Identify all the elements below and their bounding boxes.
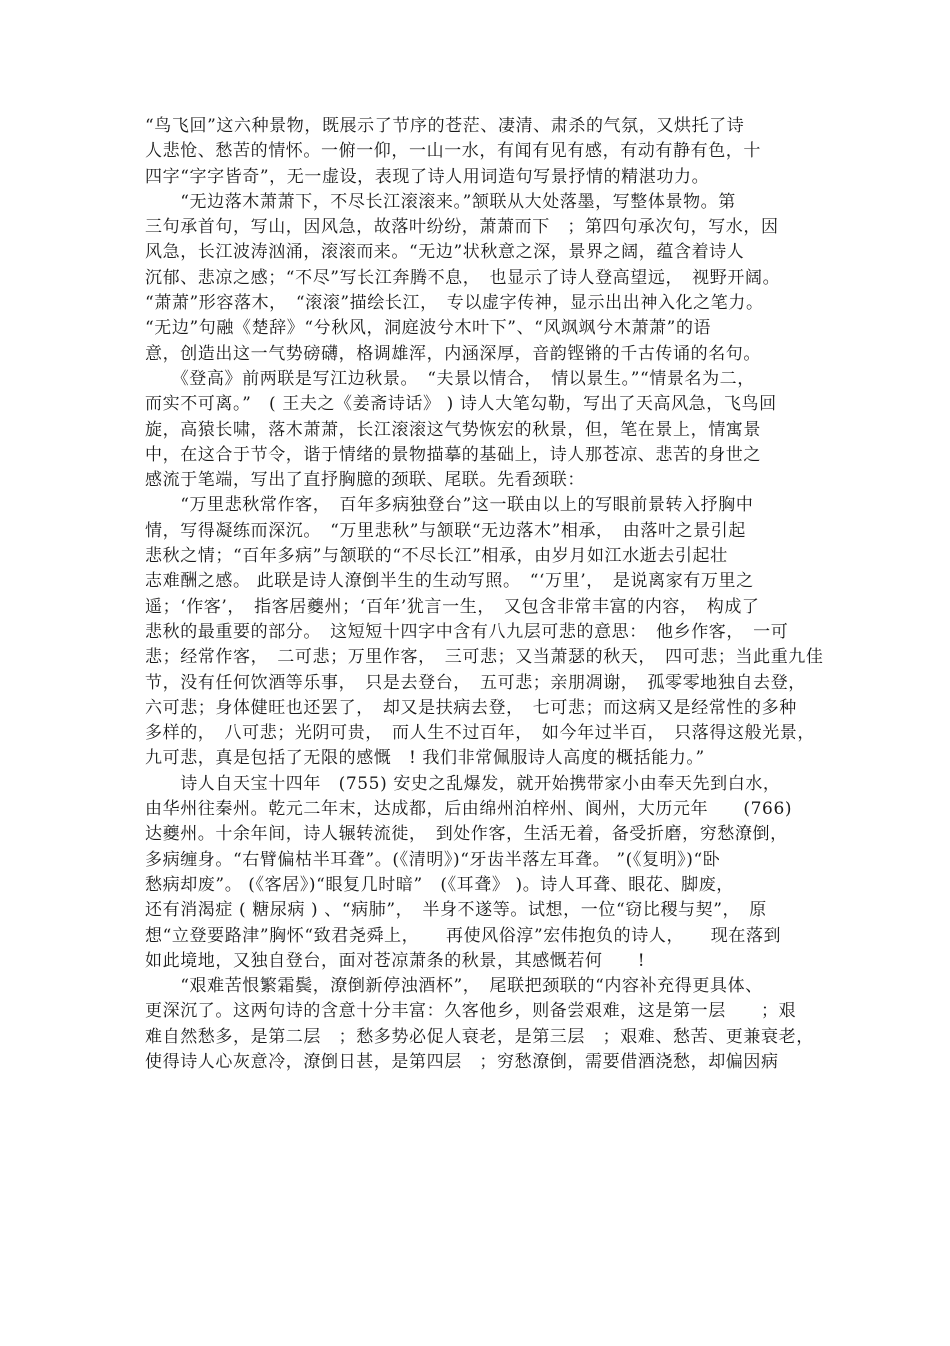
text-line: “无边落木萧萧下，不尽长江滚滚来。”颔联从大处落墨，写整体景物。第 <box>145 191 736 212</box>
text-line: 多样的， 八可悲；光阴可贵， 而人生不过百年， 如今年过半百， 只落得这般光景， <box>145 723 815 744</box>
text-line: 感流于笔端，写出了直抒胸臆的颈联、尾联。先看颈联： <box>145 470 585 491</box>
text-line: 更深沉了。这两句诗的含意十分丰富：久客他乡，则备尝艰难，这是第一层 ；艰 <box>145 1001 797 1022</box>
text-line: 由华州往秦州。乾元二年末，达成都，后由绵州泊梓州、阆州，大历元年 (766) <box>145 799 793 820</box>
text-line: 节，没有任何饮酒等乐事， 只是去登台， 五可悲；亲朋凋谢， 孤零零地独自去登， <box>145 672 806 693</box>
text-line: 风急，长江波涛汹涌，滚滚而来。“无边”状秋意之深，景界之阔，蕴含着诗人 <box>145 242 745 263</box>
text-line: 中，在这合于节令，谐于情绪的景物描摹的基础上，诗人那苍凉、悲苦的身世之 <box>145 444 761 465</box>
text-line: 诗人自天宝十四年 (755) 安史之乱爆发，就开始携带家小由奉天先到白水， <box>145 773 781 794</box>
text-line: 人悲怆、愁苦的情怀。一俯一仰，一山一水，有闻有见有感，有动有静有色，十 <box>145 141 761 162</box>
text-line: 使得诗人心灰意冷，潦倒日甚，是第四层 ；穷愁潦倒，需要借酒浇愁，却偏因病 <box>145 1051 779 1072</box>
text-line: 达夔州。十余年间，诗人辗转流徙， 到处作客，生活无着，备受折磨，穷愁潦倒， <box>145 824 788 845</box>
text-line: “艰难苦恨繁霜鬓，潦倒新停浊酒杯”， 尾联把颈联的“内容补充得更具体、 <box>145 976 763 997</box>
text-line: 四字“字字皆奇”，无一虚设，表现了诗人用词造句写景抒情的精湛功力。 <box>145 166 710 187</box>
text-line: 而实不可离。” ( 王夫之《姜斋诗话》 ) 诗人大笔勾勒，写出了天高风急，飞鸟回 <box>145 394 777 415</box>
text-line: “无边”句融《楚辞》“兮秋风，洞庭波兮木叶下”、“风飒飒兮木萧萧”的语 <box>145 318 712 339</box>
body-text <box>145 114 824 1075</box>
text-line: 如此境地，又独自登台，面对苍凉萧条的秋景，其感慨若何 ! <box>145 950 646 971</box>
text-line: “萧萧”形容落木， “滚滚”描绘长江， 专以虚字传神，显示出出神入化之笔力。 <box>145 293 764 314</box>
text-line: 旋，高猿长啸，落木萧萧，长江滚滚这气势恢宏的秋景，但，笔在景上，情寓景 <box>145 419 761 440</box>
text-line: 六可悲；身体健旺也还罢了， 却又是扶病去登， 七可悲；而这病又是经常性的多种 <box>145 697 797 718</box>
text-line: 沉郁、悲凉之感；“不尽”写长江奔腾不息， 也显示了诗人登高望远， 视野开阔。 <box>145 267 781 288</box>
text-line: 情，写得凝练而深沉。 “万里悲秋”与颔联“无边落木”相承， 由落叶之景引起 <box>145 520 746 541</box>
text-line: 悲秋的最重要的部分。 这短短十四字中含有八九层可悲的意思： 他乡作客， 一可 <box>145 621 789 642</box>
text-line: 还有消渴症 ( 糖尿病 ) 、“病肺”， 半身不遂等。试想，一位“窃比稷与契”， 原 <box>145 900 767 921</box>
text-line: 三句承首句，写山，因风急，故落叶纷纷，萧萧而下 ；第四句承次句，写水，因 <box>145 217 779 238</box>
text-line: 《登高》前两联是写江边秋景。 “夫景以情合， 情以景生。”“情景名为二， <box>145 368 755 389</box>
text-line: 遥；‘作客’， 指客居夔州；‘百年’犹言一生， 又包含非常丰富的内容， 构成了 <box>145 596 760 617</box>
text-line: “万里悲秋常作客， 百年多病独登台”这一联由以上的写眼前景转入抒胸中 <box>145 495 754 516</box>
text-line: 九可悲，真是包括了无限的感慨 ! 我们非常佩服诗人高度的概括能力。” <box>145 748 705 769</box>
text-line: 意，创造出这一气势磅礴，格调雄浑，内涵深厚，音韵铿锵的千古传诵的名句。 <box>145 343 761 364</box>
text-line: 愁病却废”。 (《客居》)“眼复几时暗” (《耳聋》 )。诗人耳聋、眼花、脚废， <box>145 874 734 895</box>
text-line: 想“立登要路津”胸怀“致君尧舜上， 再使风俗淳”宏伟抱负的诗人， 现在落到 <box>145 925 782 946</box>
text-line: 难自然愁多，是第二层 ；愁多势必促人衰老，是第三层 ；艰难、愁苦、更兼衰老， <box>145 1026 814 1047</box>
text-line: 悲；经常作客， 二可悲；万里作客， 三可悲；又当萧瑟的秋天， 四可悲；当此重九佳 <box>145 647 824 668</box>
text-line: 多病缠身。“右臂偏枯半耳聋”。(《清明》)“牙齿半落左耳聋。 ”(《复明》)“卧 <box>145 849 721 870</box>
text-line: 志难酬之感。 此联是诗人潦倒半生的生动写照。 “‘万里’， 是说离家有万里之 <box>145 571 754 592</box>
text-line: 悲秋之情；“百年多病”与颔联的“不尽长江”相承，由岁月如江水逝去引起壮 <box>145 546 728 567</box>
text-line: “鸟飞回”这六种景物，既展示了节序的苍茫、凄清、肃杀的气氛，又烘托了诗 <box>145 116 745 136</box>
